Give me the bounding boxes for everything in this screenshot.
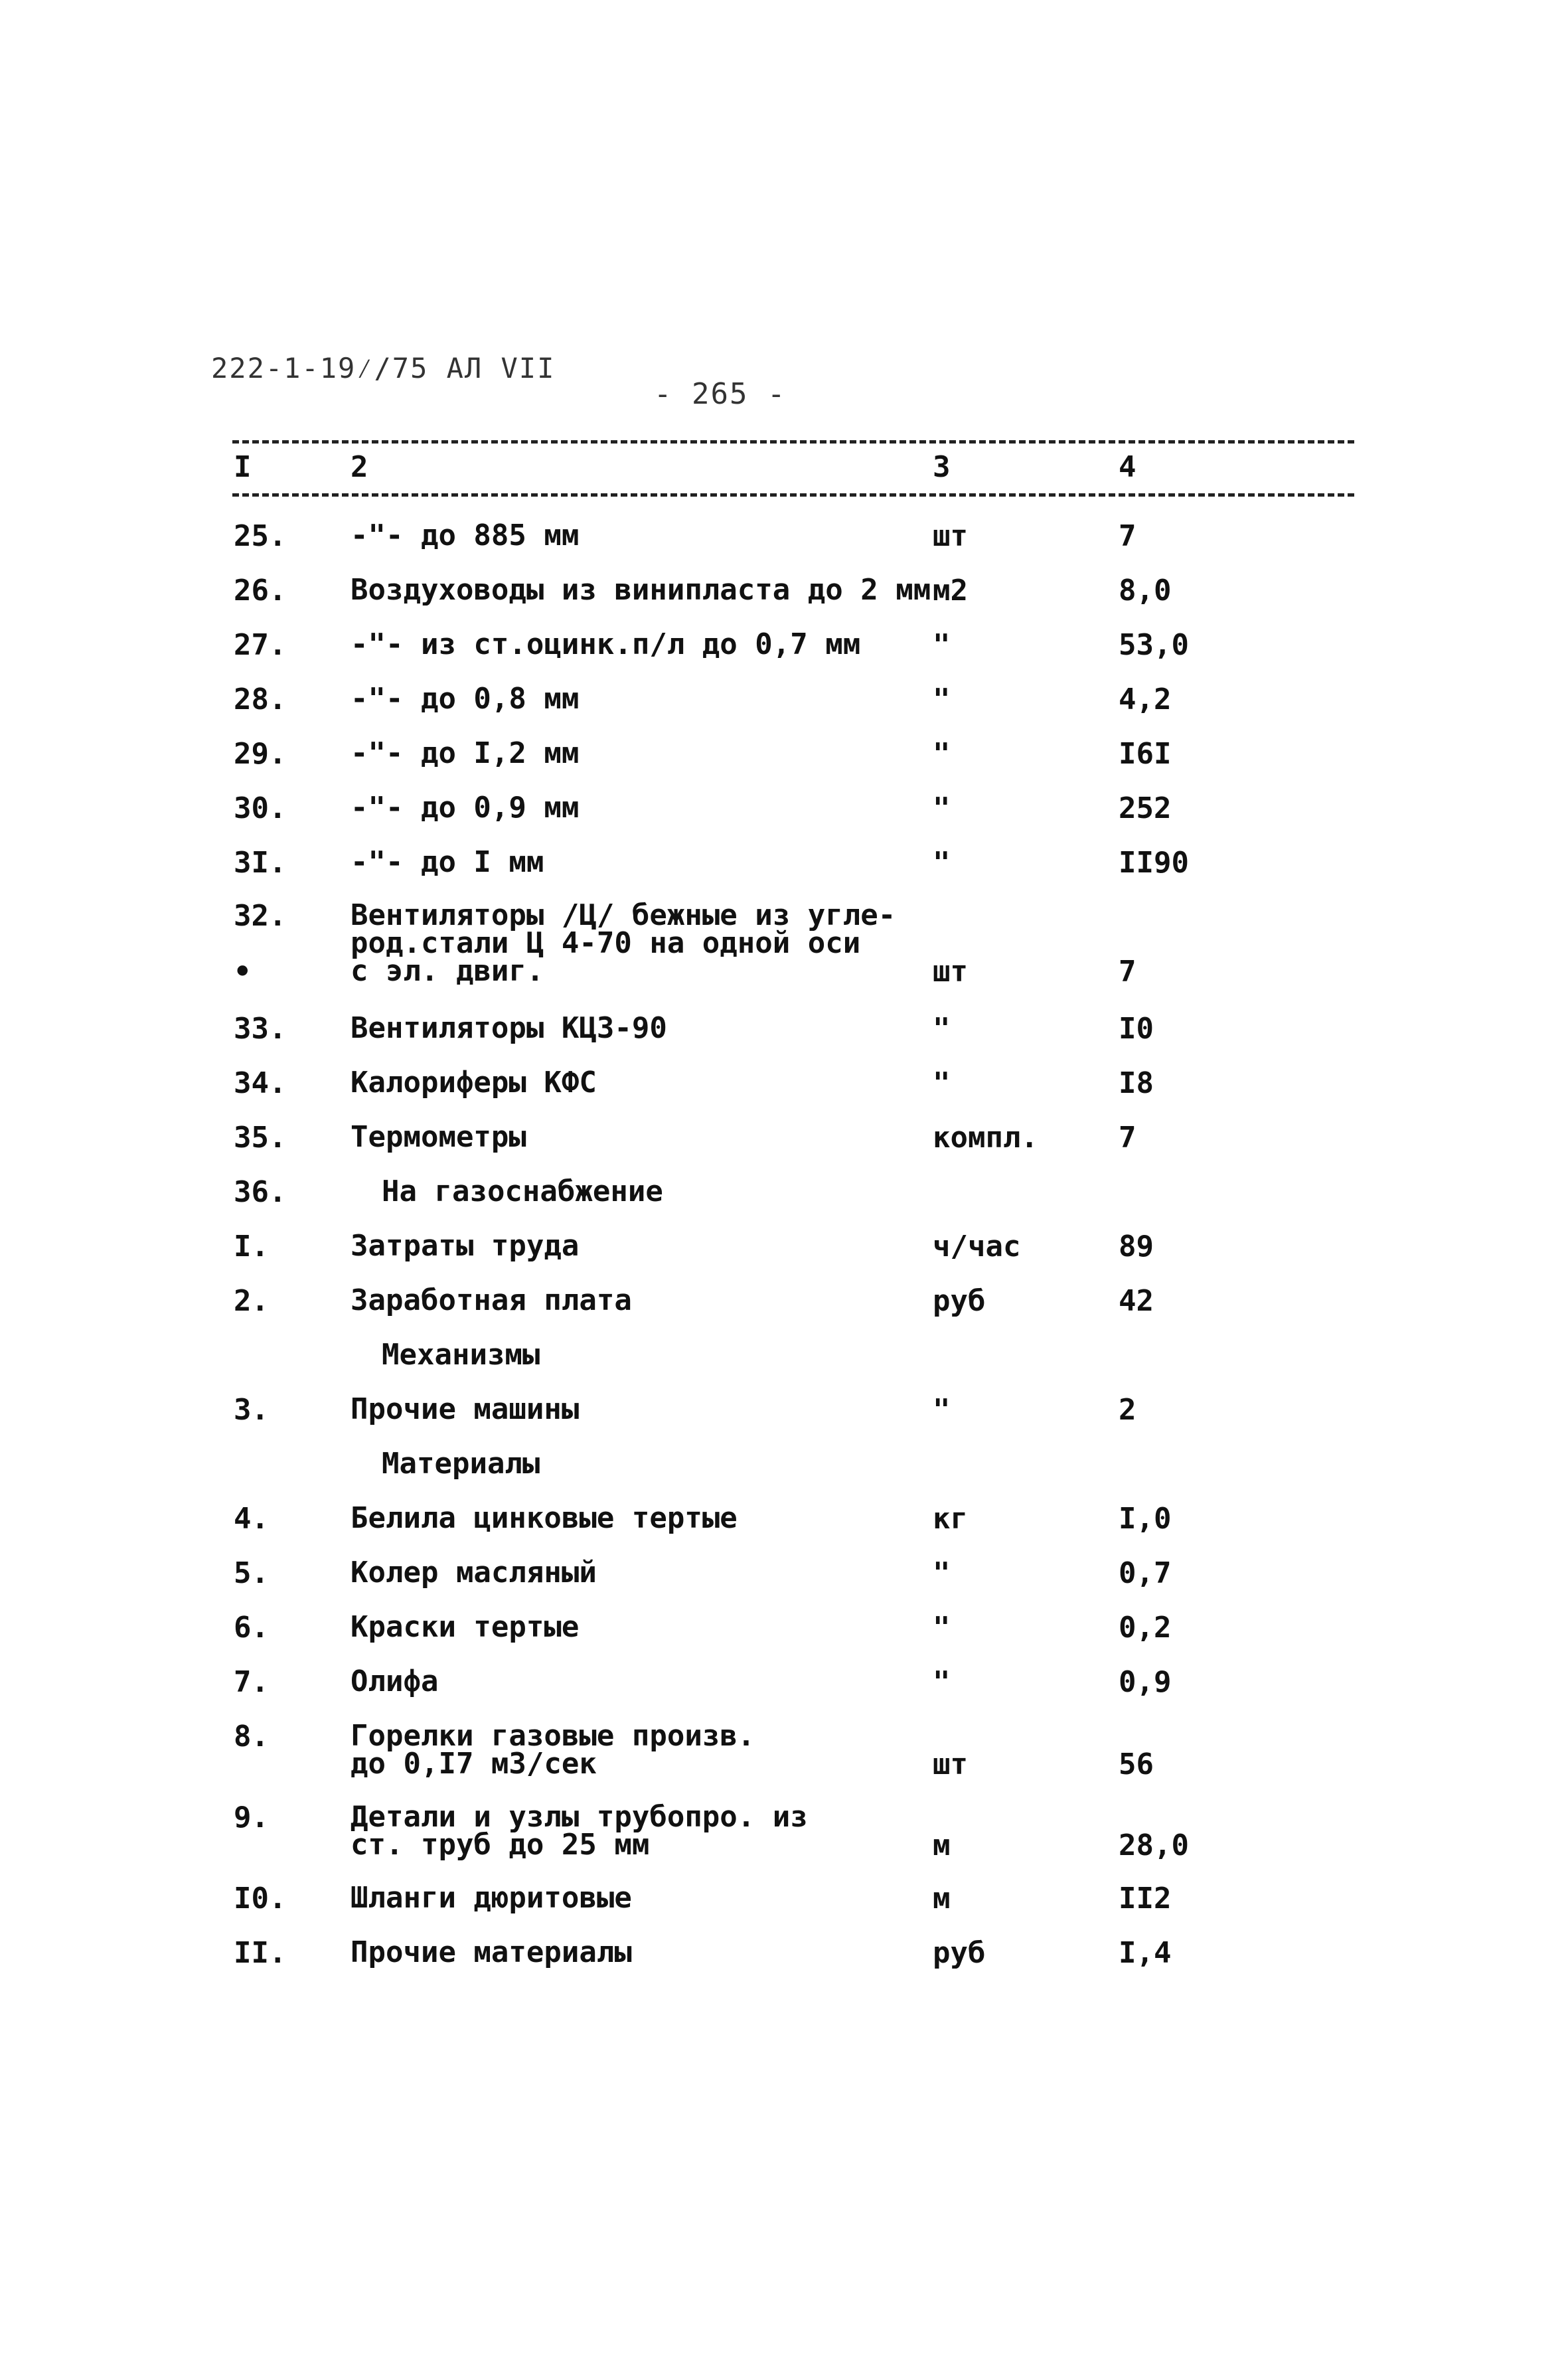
column-header-1: I <box>234 450 252 484</box>
row-number: 9. <box>234 1801 269 1834</box>
row-description: Затраты труда <box>351 1229 580 1263</box>
row-number: 4. <box>234 1502 269 1536</box>
column-header-2: 2 <box>351 450 368 484</box>
row-unit: руб <box>933 1936 986 1970</box>
row-quantity: 7 <box>1119 1121 1137 1155</box>
section-heading: Материалы <box>382 1447 540 1481</box>
row-number: II. <box>234 1936 287 1970</box>
row-description: Горелки газовые произв. до 0,I7 м3/сек <box>351 1719 755 1781</box>
row-unit: руб <box>933 1284 986 1318</box>
row-unit: " <box>933 1611 951 1645</box>
row-quantity: 0,9 <box>1119 1665 1172 1699</box>
section-heading: Механизмы <box>382 1338 540 1372</box>
row-number: 36. <box>234 1175 287 1209</box>
row-unit: " <box>933 1012 951 1046</box>
section-heading: На газоснабжение <box>382 1175 663 1208</box>
row-unit: " <box>933 1556 951 1590</box>
row-quantity: 42 <box>1119 1284 1154 1318</box>
row-description: -"- до 885 мм <box>351 519 580 552</box>
page-number: - 265 - <box>654 377 787 411</box>
row-number: 2. <box>234 1284 269 1318</box>
row-quantity: II2 <box>1119 1882 1172 1915</box>
row-unit: м <box>933 1828 951 1862</box>
row-description: Прочие машины <box>351 1392 580 1426</box>
row-quantity: 53,0 <box>1119 628 1189 662</box>
row-quantity: 0,7 <box>1119 1556 1172 1590</box>
row-quantity: 89 <box>1119 1230 1154 1263</box>
row-number: I0. <box>234 1882 287 1915</box>
row-unit: " <box>933 628 951 662</box>
row-number: 30. <box>234 791 287 825</box>
row-quantity: I,0 <box>1119 1502 1172 1536</box>
row-unit: шт <box>933 519 968 553</box>
row-number: I. <box>234 1230 269 1263</box>
row-unit: " <box>933 1066 951 1100</box>
row-quantity: 7 <box>1119 955 1137 989</box>
row-unit: шт <box>933 1747 968 1781</box>
row-quantity: I8 <box>1119 1066 1154 1100</box>
row-quantity: I0 <box>1119 1012 1154 1046</box>
row-number: 29. <box>234 737 287 771</box>
row-unit: " <box>933 846 951 880</box>
row-quantity: 28,0 <box>1119 1828 1189 1862</box>
row-number: 28. <box>234 683 287 716</box>
row-number: 34. <box>234 1066 287 1100</box>
row-description: -"- до 0,9 мм <box>351 791 580 825</box>
row-description: Прочие материалы <box>351 1935 632 1969</box>
row-description: Вентиляторы КЦЗ-90 <box>351 1011 667 1045</box>
row-description: Воздуховоды из винипласта до 2 мм <box>351 573 931 607</box>
row-number: 35. <box>234 1121 287 1155</box>
row-unit: " <box>933 791 951 825</box>
row-description: Олифа <box>351 1664 439 1698</box>
row-bullet: • <box>234 955 252 989</box>
row-description: Заработная плата <box>351 1283 632 1317</box>
row-description: -"- до I,2 мм <box>351 736 580 770</box>
row-description: Калориферы КФС <box>351 1066 597 1099</box>
row-description: -"- до I мм <box>351 845 544 879</box>
row-unit: м <box>933 1882 951 1915</box>
row-unit: кг <box>933 1502 968 1536</box>
row-unit: ч/час <box>933 1230 1021 1263</box>
row-unit: " <box>933 683 951 716</box>
column-header-4: 4 <box>1119 450 1137 484</box>
row-description: Термометры <box>351 1120 526 1154</box>
row-number: 26. <box>234 574 287 608</box>
row-quantity: 252 <box>1119 791 1172 825</box>
row-number: 8. <box>234 1720 269 1753</box>
row-unit: компл. <box>933 1121 1038 1155</box>
row-unit: " <box>933 1665 951 1699</box>
row-number: 27. <box>234 628 287 662</box>
row-quantity: 8,0 <box>1119 574 1172 608</box>
row-quantity: 4,2 <box>1119 683 1172 716</box>
row-quantity: 56 <box>1119 1747 1154 1781</box>
row-number: 33. <box>234 1012 287 1046</box>
row-unit: " <box>933 737 951 771</box>
row-description: -"- из ст.оцинк.п/л до 0,7 мм <box>351 627 861 661</box>
row-quantity: II90 <box>1119 846 1189 880</box>
row-quantity: I6I <box>1119 737 1172 771</box>
row-number: 6. <box>234 1611 269 1645</box>
column-header-3: 3 <box>933 450 951 484</box>
row-quantity: I,4 <box>1119 1936 1172 1970</box>
row-number: 5. <box>234 1556 269 1590</box>
row-description: Белила цинковые тертые <box>351 1501 738 1535</box>
row-description: -"- до 0,8 мм <box>351 682 580 716</box>
row-description: Краски тертые <box>351 1610 580 1644</box>
row-unit: м2 <box>933 574 968 608</box>
row-unit: " <box>933 1393 951 1427</box>
row-description: Шланги дюритовые <box>351 1881 632 1915</box>
row-unit: шт <box>933 955 968 989</box>
row-number: 32. <box>234 899 287 933</box>
row-description: Колер масляный <box>351 1556 597 1589</box>
row-quantity: 0,2 <box>1119 1611 1172 1645</box>
row-number: 3. <box>234 1393 269 1427</box>
row-quantity: 2 <box>1119 1393 1137 1427</box>
row-number: 7. <box>234 1665 269 1699</box>
document-code: 222-1-19⁄/75 АЛ VII <box>211 352 556 384</box>
row-quantity: 7 <box>1119 519 1137 553</box>
row-number: 3I. <box>234 846 287 880</box>
row-description: Вентиляторы /Ц/ бежные из угле- род.стали Ц 4-70 на одной оси с эл. двиг. <box>351 898 896 988</box>
row-description: Детали и узлы трубопро. из ст. труб до 25 мм <box>351 1800 808 1862</box>
row-number: 25. <box>234 519 287 553</box>
